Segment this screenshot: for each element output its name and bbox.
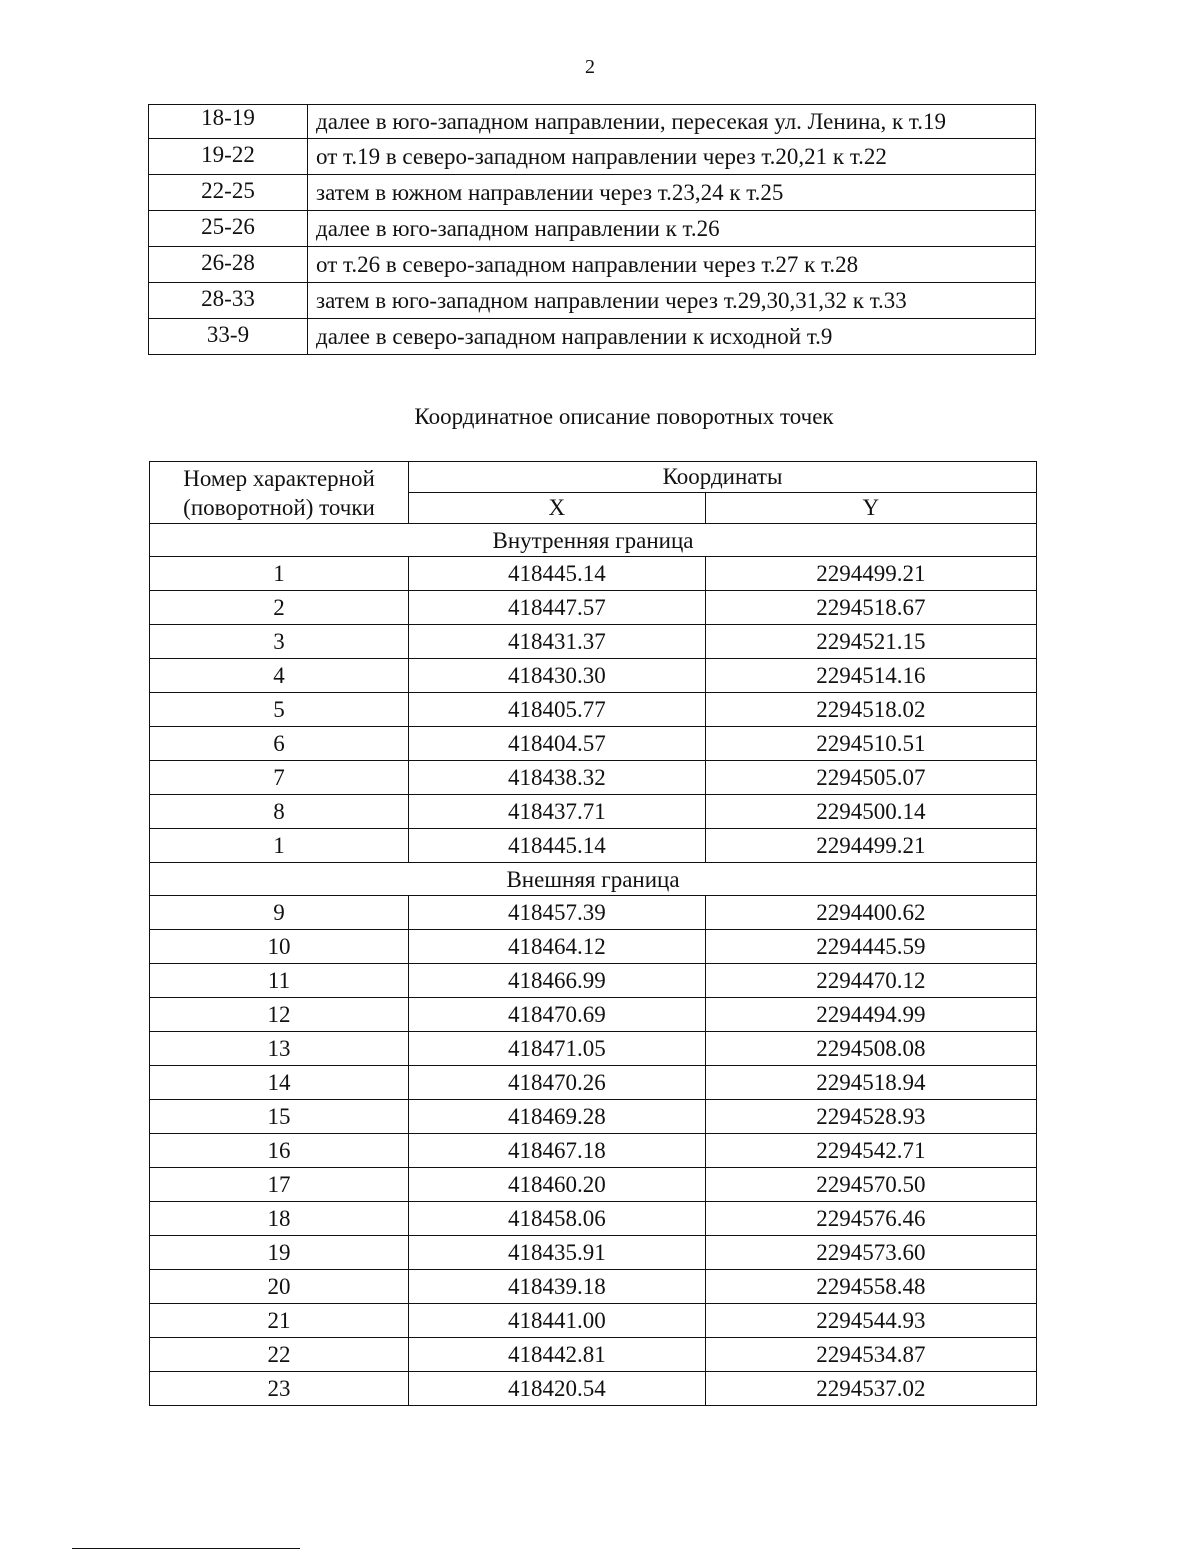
coordinate-y: 2294445.59 <box>705 930 1036 964</box>
coordinate-x: 418404.57 <box>409 727 706 761</box>
coordinate-y: 2294499.21 <box>705 829 1036 863</box>
coordinate-row <box>150 1304 1037 1338</box>
coordinate-y: 2294514.16 <box>705 659 1036 693</box>
coordinate-x: 418464.12 <box>409 930 706 964</box>
coordinate-y: 2294518.02 <box>705 693 1036 727</box>
coordinate-x: 418431.37 <box>409 625 706 659</box>
coordinate-row <box>150 1236 1037 1270</box>
point-number: 17 <box>150 1168 409 1202</box>
route-segment: 25-26 <box>149 211 308 247</box>
outer-boundary-section <box>150 863 1037 896</box>
coordinate-x: 418447.57 <box>409 591 706 625</box>
coordinate-y: 2294558.48 <box>705 1270 1036 1304</box>
coordinate-y: 2294518.94 <box>705 1066 1036 1100</box>
coordinate-row <box>150 1066 1037 1100</box>
coordinate-y: 2294573.60 <box>705 1236 1036 1270</box>
coordinate-y: 2294508.08 <box>705 1032 1036 1066</box>
coordinate-x: 418438.32 <box>409 761 706 795</box>
coordinate-y: 2294500.14 <box>705 795 1036 829</box>
coordinate-row <box>150 964 1037 998</box>
route-row <box>149 319 1036 355</box>
point-number: 16 <box>150 1134 409 1168</box>
coordinate-y: 2294518.67 <box>705 591 1036 625</box>
point-number: 2 <box>150 591 409 625</box>
coordinate-x: 418437.71 <box>409 795 706 829</box>
coordinate-row <box>150 795 1037 829</box>
coordinate-y: 2294505.07 <box>705 761 1036 795</box>
header-y: Y <box>705 493 1036 524</box>
coordinate-x: 418471.05 <box>409 1032 706 1066</box>
section-title: Координатное описание поворотных точек <box>414 404 834 429</box>
coordinate-x: 418441.00 <box>409 1304 706 1338</box>
point-number: 12 <box>150 998 409 1032</box>
coordinate-y: 2294470.12 <box>705 964 1036 998</box>
header-coordinates: Координаты <box>409 462 1037 493</box>
coordinate-y: 2294544.93 <box>705 1304 1036 1338</box>
point-number: 21 <box>150 1304 409 1338</box>
coordinate-row <box>150 930 1037 964</box>
coordinates-table <box>149 461 1037 1406</box>
point-number: 13 <box>150 1032 409 1066</box>
footnote-separator <box>72 1548 300 1549</box>
coordinate-row <box>150 829 1037 863</box>
point-number: 1 <box>150 829 409 863</box>
coordinate-row <box>150 1270 1037 1304</box>
coordinate-y: 2294528.93 <box>705 1100 1036 1134</box>
route-description: далее в юго-западном направлении, пересекая ул. Ленина, к т.19 <box>308 105 1036 139</box>
route-description: далее в северо-западном направлении к исходной т.9 <box>308 319 1036 355</box>
coordinate-y: 2294521.15 <box>705 625 1036 659</box>
coordinates-table-body <box>150 462 1037 1406</box>
header-point-number: Номер характерной (поворотной) точки <box>150 462 409 524</box>
coordinate-row <box>150 659 1037 693</box>
coordinate-row <box>150 1202 1037 1236</box>
coordinate-row <box>150 761 1037 795</box>
coordinate-row <box>150 1372 1037 1406</box>
point-number: 6 <box>150 727 409 761</box>
coordinate-y: 2294534.87 <box>705 1338 1036 1372</box>
coordinate-y: 2294570.50 <box>705 1168 1036 1202</box>
inner-boundary-section <box>150 524 1037 557</box>
page-number: 2 <box>585 56 595 78</box>
route-description: затем в южном направлении через т.23,24 к т.25 <box>308 175 1036 211</box>
coordinate-row <box>150 693 1037 727</box>
coordinate-row <box>150 727 1037 761</box>
route-row <box>149 175 1036 211</box>
coordinate-row <box>150 591 1037 625</box>
coordinate-x: 418460.20 <box>409 1168 706 1202</box>
point-number: 19 <box>150 1236 409 1270</box>
point-number: 22 <box>150 1338 409 1372</box>
coordinate-x: 418439.18 <box>409 1270 706 1304</box>
route-segment: 22-25 <box>149 175 308 211</box>
coordinate-x: 418442.81 <box>409 1338 706 1372</box>
coordinate-y: 2294400.62 <box>705 896 1036 930</box>
coordinate-y: 2294499.21 <box>705 557 1036 591</box>
coordinate-row <box>150 1032 1037 1066</box>
coordinate-x: 418457.39 <box>409 896 706 930</box>
route-segment: 18-19 <box>149 105 308 139</box>
coordinate-x: 418435.91 <box>409 1236 706 1270</box>
route-description: от т.26 в северо-западном направлении через т.27 к т.28 <box>308 247 1036 283</box>
coordinate-row <box>150 1168 1037 1202</box>
route-description: далее в юго-западном направлении к т.26 <box>308 211 1036 247</box>
coordinates-header-row <box>150 462 1037 493</box>
coordinate-x: 418470.26 <box>409 1066 706 1100</box>
point-number: 4 <box>150 659 409 693</box>
route-segment: 33-9 <box>149 319 308 355</box>
coordinate-y: 2294537.02 <box>705 1372 1036 1406</box>
coordinate-y: 2294576.46 <box>705 1202 1036 1236</box>
route-table-body <box>149 105 1036 355</box>
coordinate-x: 418430.30 <box>409 659 706 693</box>
route-description: от т.19 в северо-западном направлении через т.20,21 к т.22 <box>308 139 1036 175</box>
inner-boundary-section-label: Внутренняя граница <box>150 524 1037 557</box>
route-description: затем в юго-западном направлении через т.29,30,31,32 к т.33 <box>308 283 1036 319</box>
coordinate-x: 418470.69 <box>409 998 706 1032</box>
coordinate-x: 418467.18 <box>409 1134 706 1168</box>
coordinate-x: 418445.14 <box>409 557 706 591</box>
coordinate-x: 418420.54 <box>409 1372 706 1406</box>
coordinate-x: 418405.77 <box>409 693 706 727</box>
coordinate-y: 2294542.71 <box>705 1134 1036 1168</box>
point-number: 11 <box>150 964 409 998</box>
coordinate-y: 2294494.99 <box>705 998 1036 1032</box>
point-number: 1 <box>150 557 409 591</box>
coordinate-x: 418458.06 <box>409 1202 706 1236</box>
route-row <box>149 139 1036 175</box>
point-number: 18 <box>150 1202 409 1236</box>
route-row <box>149 211 1036 247</box>
coordinate-row <box>150 896 1037 930</box>
point-number: 8 <box>150 795 409 829</box>
point-number: 14 <box>150 1066 409 1100</box>
coordinate-row <box>150 1134 1037 1168</box>
coordinate-row <box>150 1338 1037 1372</box>
point-number: 9 <box>150 896 409 930</box>
outer-boundary-section-label: Внешняя граница <box>150 863 1037 896</box>
point-number: 15 <box>150 1100 409 1134</box>
route-segment: 28-33 <box>149 283 308 319</box>
point-number: 3 <box>150 625 409 659</box>
route-row <box>149 247 1036 283</box>
coordinate-row <box>150 1100 1037 1134</box>
point-number: 23 <box>150 1372 409 1406</box>
point-number: 5 <box>150 693 409 727</box>
coordinate-row <box>150 998 1037 1032</box>
coordinate-y: 2294510.51 <box>705 727 1036 761</box>
coordinate-row <box>150 557 1037 591</box>
coordinate-row <box>150 625 1037 659</box>
route-segment: 26-28 <box>149 247 308 283</box>
coordinate-x: 418466.99 <box>409 964 706 998</box>
point-number: 20 <box>150 1270 409 1304</box>
route-row <box>149 105 1036 139</box>
header-x: X <box>409 493 706 524</box>
route-description-table <box>148 104 1036 355</box>
coordinate-x: 418469.28 <box>409 1100 706 1134</box>
route-row <box>149 283 1036 319</box>
coordinate-x: 418445.14 <box>409 829 706 863</box>
point-number: 7 <box>150 761 409 795</box>
route-segment: 19-22 <box>149 139 308 175</box>
point-number: 10 <box>150 930 409 964</box>
